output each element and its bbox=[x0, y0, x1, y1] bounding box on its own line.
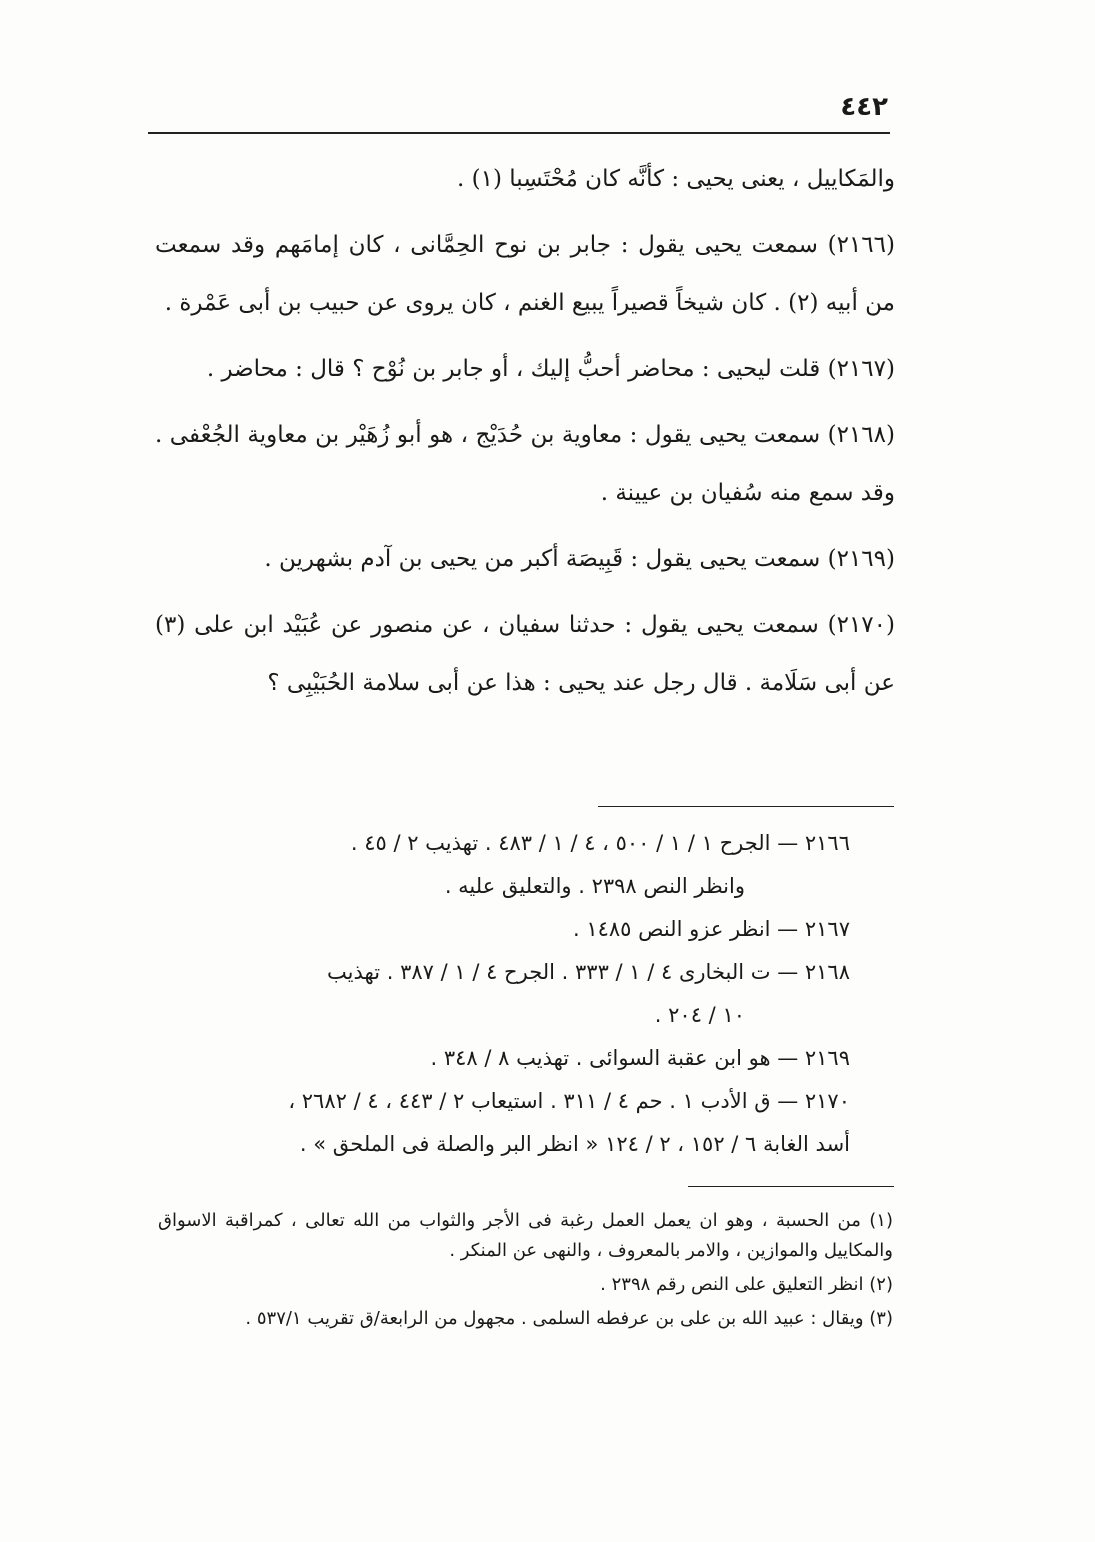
main-text bbox=[155, 150, 895, 720]
paragraph-2166: (٢١٦٦) سمعت يحيى يقول : جابر بن نوح الحِمَّانى ، كان إمامَهم وقد سمعت من أبيه (٢) . كان شيخاً قصيراً يبيع الغنم ، كان يروى عن حبيب بن أبى عَمْرة . bbox=[155, 232, 895, 316]
references-divider bbox=[598, 806, 894, 807]
page-number: ٤٤٢ bbox=[840, 92, 888, 122]
reference-2168 bbox=[150, 951, 850, 1037]
paragraph-2167: (٢١٦٧) قلت ليحيى : محاضر أحبُّ إليك ، أو جابر بن نُوْح ؟ قال : محاضر . bbox=[206, 356, 895, 382]
reference-line: ٢١٧٠ — ق الأدب ١ . حم ٤ / ٣١١ . استيعاب ٢ / ٤٤٣ ، ٤ / ٢٦٨٢ ، bbox=[288, 1089, 850, 1113]
footnotes-divider bbox=[688, 1186, 894, 1187]
reference-2170 bbox=[150, 1080, 850, 1166]
header-rule bbox=[148, 132, 890, 134]
footnotes bbox=[158, 1206, 893, 1338]
reference-continuation: ١٠ / ٢٠٤ . bbox=[654, 1003, 745, 1027]
paragraph-continuation: والمَكاييل ، يعنى يحيى : كأنَّه كان مُحْتَسِبا (١) . bbox=[457, 166, 895, 192]
reference-2166 bbox=[150, 822, 850, 908]
reference-line: ٢١٦٦ — الجرح ١ / ١ / ٥٠٠ ، ٤ / ١ / ٤٨٣ . تهذيب ٢ / ٤٥ . bbox=[350, 831, 850, 855]
footnote-3: (٣) ويقال : عبيد الله بن على بن عرفطه السلمى . مجهول من الرابعة/ق تقريب ٥٣٧/١ . bbox=[245, 1308, 893, 1329]
paragraph-2169: (٢١٦٩) سمعت يحيى يقول : قَبِيصَة أكبر من يحيى بن آدم بشهرين . bbox=[264, 546, 895, 572]
reference-line: ٢١٦٨ — ت البخارى ٤ / ١ / ٣٣٣ . الجرح ٤ / ١ / ٣٨٧ . تهذيب bbox=[327, 960, 850, 984]
references-list bbox=[150, 822, 850, 1166]
reference-continuation: أسد الغابة ٦ / ١٥٢ ، ٢ / ١٢٤ « انظر البر والصلة فى الملحق » . bbox=[299, 1132, 850, 1156]
reference-line: ٢١٦٩ — هو ابن عقبة السوائى . تهذيب ٨ / ٣٤٨ . bbox=[430, 1046, 850, 1070]
footnote-1: (١) من الحسبة ، وهو ان يعمل العمل رغبة فى الأجر والثواب من الله تعالى ، كمراقبة الاسواق والمكاييل والموازين ، والامر بالمعروف ، والنهى عن المنكر . bbox=[158, 1210, 893, 1261]
reference-line: ٢١٦٧ — انظر عزو النص ١٤٨٥ . bbox=[572, 917, 850, 941]
paragraph-2170: (٢١٧٠) سمعت يحيى يقول : حدثنا سفيان ، عن منصور عن عُبَيْد ابن على (٣) عن أبى سَلَامة . قال رجل عند يحيى : هذا عن أبى سلامة الحُبَيْبِى ؟ bbox=[155, 612, 895, 696]
reference-continuation: وانظر النص ٢٣٩٨ . والتعليق عليه . bbox=[444, 874, 745, 898]
paragraph-2168: (٢١٦٨) سمعت يحيى يقول : معاوية بن حُدَيْج ، هو أبو زُهَيْر بن معاوية الجُعْفى . وقد سمع منه سُفيان بن عيينة . bbox=[155, 422, 895, 506]
footnote-2: (٢) انظر التعليق على النص رقم ٢٣٩٨ . bbox=[600, 1274, 893, 1295]
reference-2167 bbox=[150, 908, 850, 951]
reference-2169 bbox=[150, 1037, 850, 1080]
